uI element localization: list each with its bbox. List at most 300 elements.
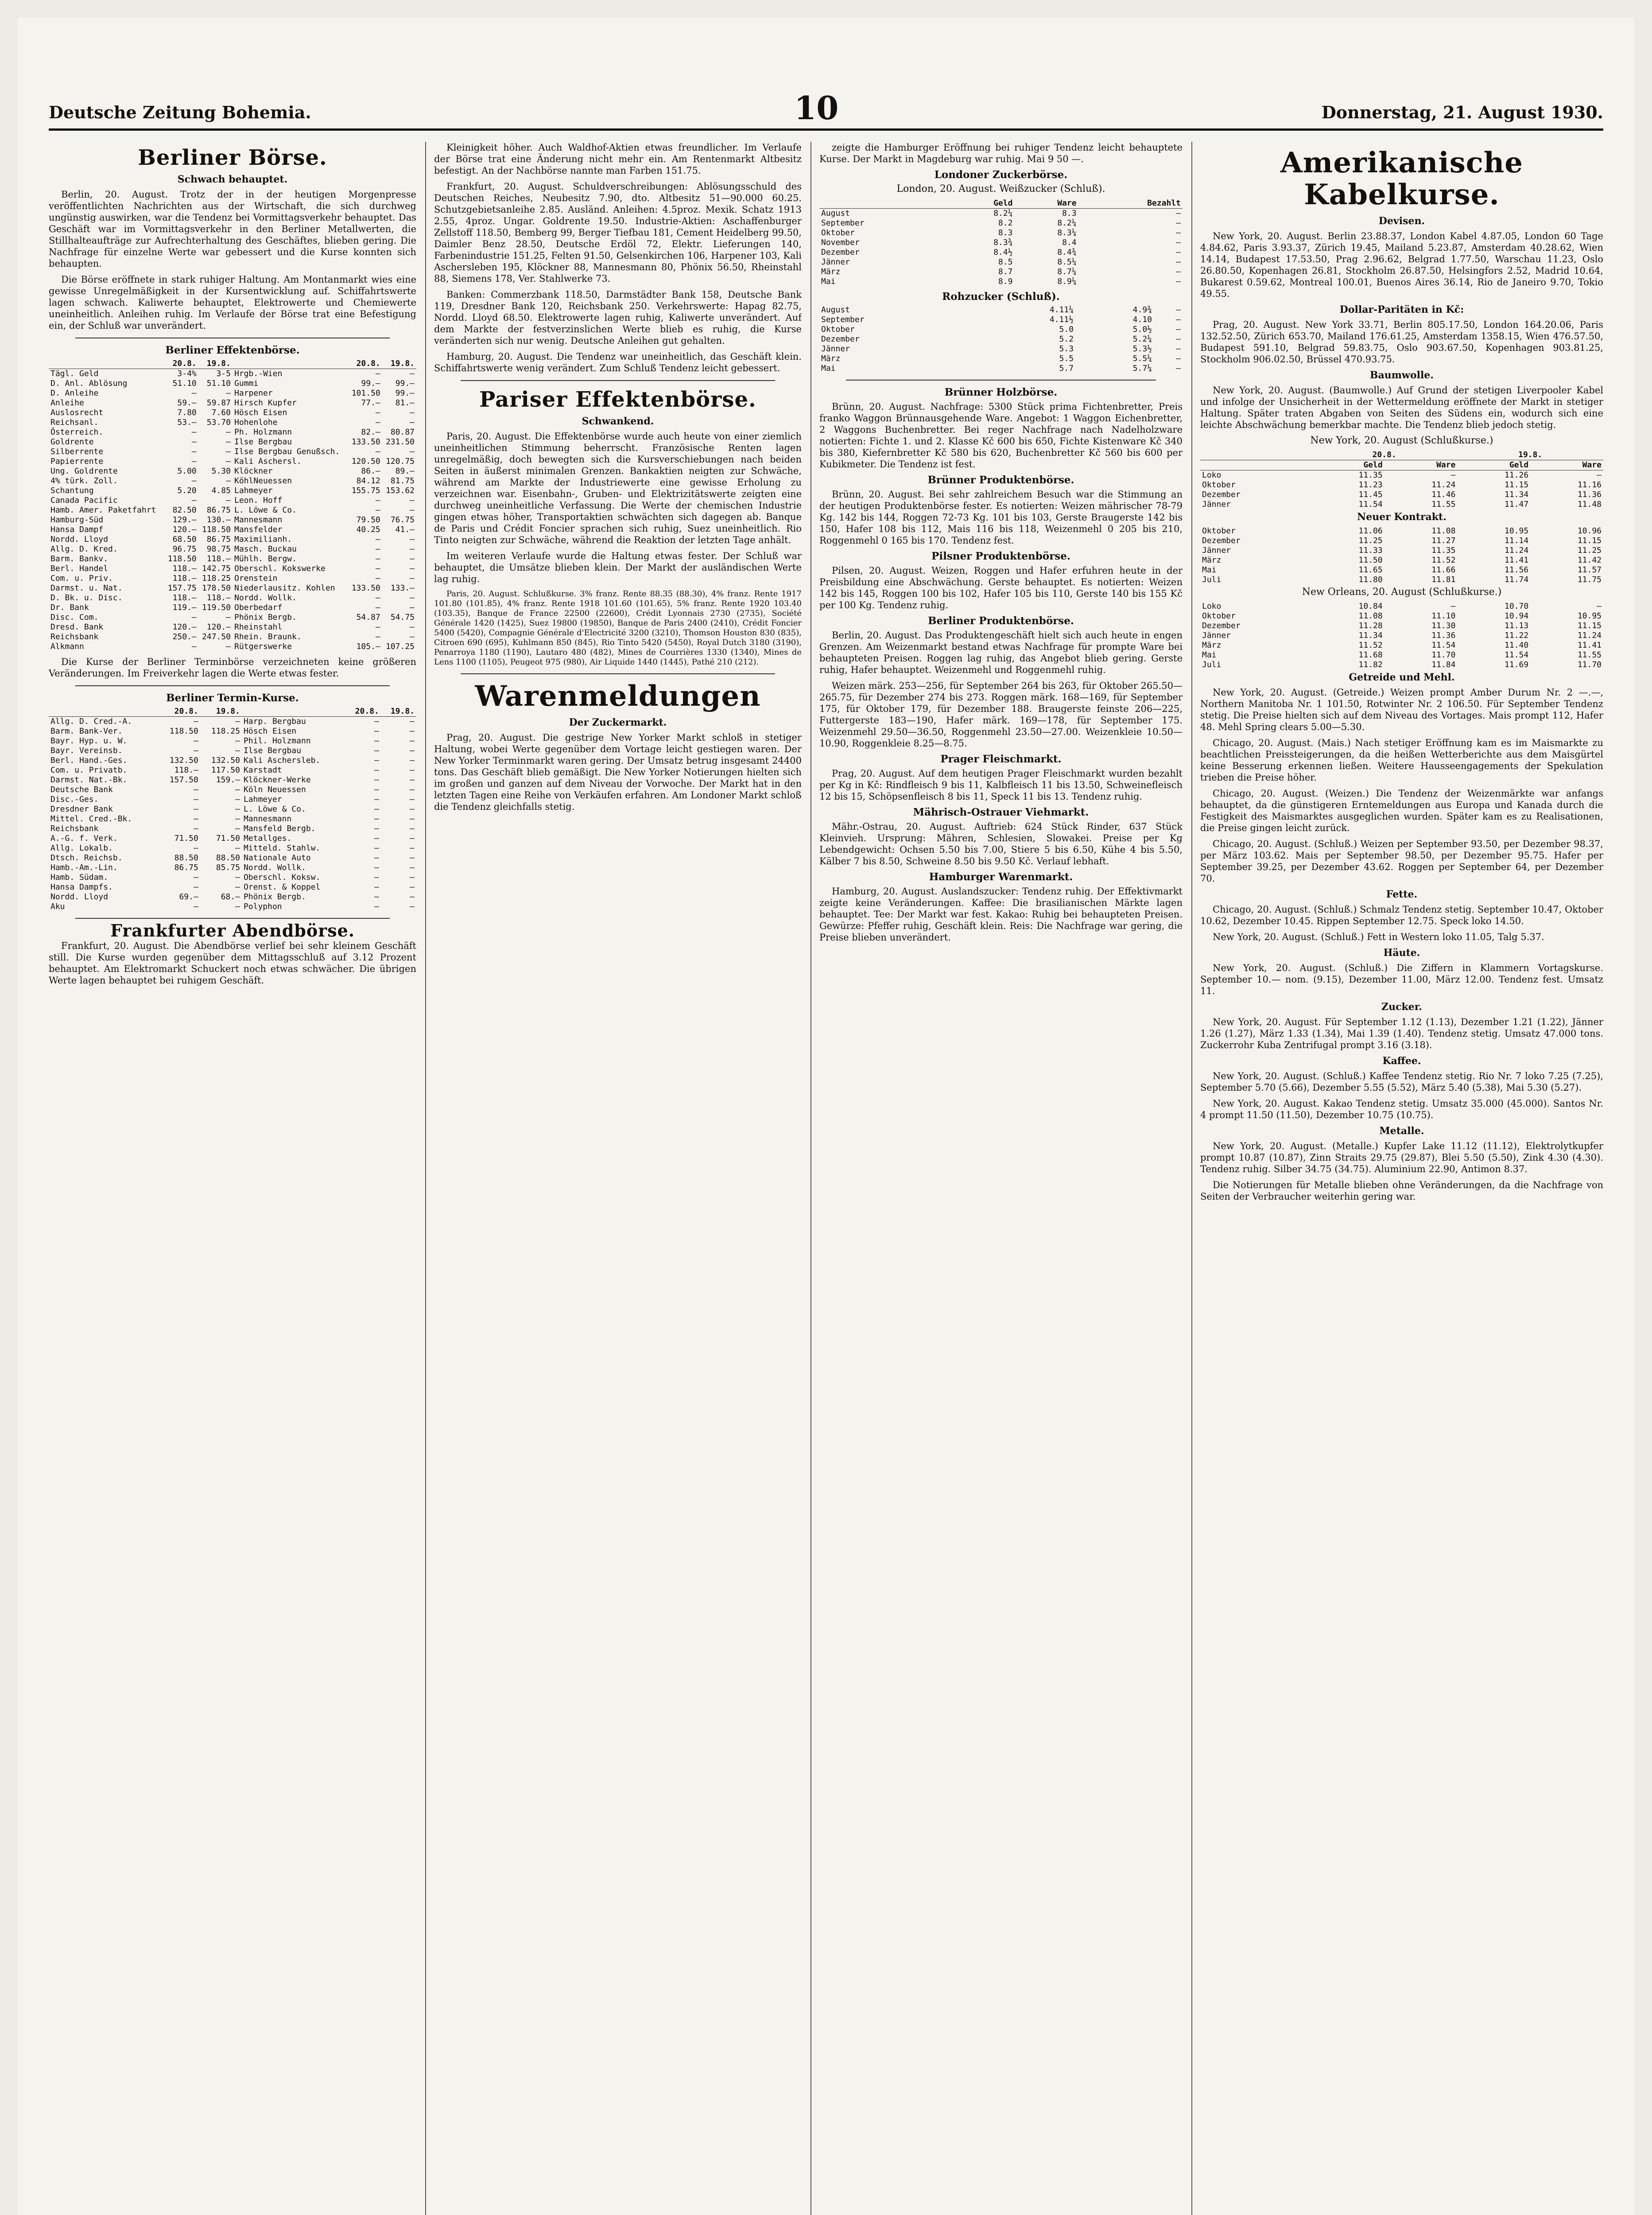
table-cell: Disc.-Ges. [50, 795, 99, 804]
table-cell: — [410, 535, 415, 544]
table-row [49, 632, 416, 642]
table-row [1200, 641, 1603, 650]
table-cell: 98.75 [206, 544, 231, 554]
table-cell: 5.20 [177, 486, 197, 495]
table-cell: — [193, 902, 198, 911]
rohzucker-title: Rohzucker (Schluß). [942, 291, 1060, 303]
table-cell: Harpener [234, 389, 273, 398]
table-cell: 11.45 [1358, 490, 1383, 499]
table-cell: Loko [1202, 602, 1222, 611]
table-cell: 120.50 [351, 457, 380, 466]
table-cell: 11.24 [1577, 631, 1602, 640]
table-cell: 5.7¼ [1132, 364, 1152, 373]
table-cell: 69.— [179, 892, 198, 902]
table-cell: Niederlausitz. Kohlen [234, 583, 335, 593]
article-paragraph: Berlin, 20. August. Das Produktengeschäft hielt sich auch heute in engen Grenzen. Am Weizenmarkt bestand etwas Nachfrage für prompte Ware bei behaupteten Preisen. Roggen lag ruhig, das Angebot blieb gering. Gerste ruhig, Hafer behauptet. Weizenmehl und Roggenmehl ruhig. [819, 630, 1183, 675]
table-cell: 99.— [395, 389, 415, 398]
table-cell: 7.80 [177, 408, 197, 417]
table-cell: Hösch Eisen [243, 727, 297, 736]
table-cell: 86.75 [206, 535, 231, 544]
table-cell: Mansfeld Bergb. [243, 824, 316, 833]
table-cell: 11.26 [1505, 470, 1529, 480]
table-cell: Jänner [821, 257, 850, 267]
divider [461, 673, 775, 674]
table-cell: 119.50 [202, 603, 231, 612]
table-cell: Oberschl. Kokswerke [234, 564, 326, 573]
table-cell: — [374, 843, 379, 853]
table-cell: 80.87 [390, 427, 415, 437]
table-cell: 11.34 [1505, 490, 1529, 499]
table-cell: — [235, 746, 240, 755]
table-cell: — [410, 902, 415, 911]
table-cell: Dezember [1202, 490, 1241, 499]
table-cell: 81.75 [390, 476, 415, 486]
table-cell: 86.75 [174, 863, 198, 872]
table-cell: Jänner [1202, 546, 1231, 555]
table-cell: 11.36 [1577, 490, 1602, 499]
table-row [49, 622, 416, 632]
table-row [49, 515, 416, 525]
table-cell: — [1176, 238, 1181, 247]
table-row [49, 785, 416, 795]
table-cell: Kali Aschersleb. [243, 756, 321, 765]
divider [846, 380, 1156, 381]
table-cell: 11.52 [1431, 556, 1456, 565]
article-paragraph: New York, 20. August. (Schluß.) Kaffee Tendenz stetig. Rio Nr. 7 loko 7.25 (7.25), September 5.70 (5.66), Dezember 5.55 (5.52), März 5.40 (5.38), Mai 5.30 (5.27). [1200, 1071, 1603, 1093]
table-row [49, 525, 416, 535]
zuckermarkt-subheading: Der Zuckermarkt. [569, 717, 667, 728]
article-paragraph: Berlin, 20. August. Trotz der in der heutigen Morgenpresse veröffentlichten Nachrichten aus der Wirtschaft, die sich durchweg ungünstig auswirken, war die Tendenz bei Vormittagsverkehr behauptet. Das Geschäft war im Vormittagsverkehr in den Berliner Metallwerten, die Stillhalteaufträge zur Aufrechterhaltung des Geschäftes, blieben gering. Die Nachfrage für einzelne Werte war gebessert und die Kurse konnten sich behaupten. [49, 189, 416, 269]
table-cell: — [235, 804, 240, 814]
table-cell: 11.57 [1577, 565, 1602, 575]
table-cell: 11.34 [1358, 631, 1383, 640]
table-cell: 120.— [172, 622, 197, 632]
table-cell: — [410, 892, 415, 902]
table-cell: Phönix Bergb. [243, 892, 306, 902]
termin-kurse-table [49, 707, 416, 912]
table-cell: 11.70 [1577, 660, 1602, 669]
table-row [49, 437, 416, 447]
table-cell: Köln Neuessen [243, 785, 306, 794]
table-cell: — [410, 785, 415, 794]
table-cell: — [193, 717, 198, 726]
table-cell: 11.84 [1431, 660, 1456, 669]
table-cell: — [1176, 228, 1181, 237]
table-row [49, 882, 416, 892]
table-row [49, 457, 416, 466]
table-row [1200, 602, 1603, 611]
table-row [49, 466, 416, 476]
table-cell: Barm. Bankv. [50, 554, 109, 563]
table-cell: — [410, 574, 415, 583]
table-cell: 142.75 [202, 564, 231, 573]
article-paragraph: Chicago, 20. August. (Mais.) Nach stetiger Eröffnung kam es im Maismarkte zu beachtlichen Preissteigerungen, da die heißen Wetterberichte aus dem Maisgürtel keine Besserung erkennen ließen. Weitere Hausseengagements der Spekulation trieben die Preise höher. [1200, 738, 1603, 783]
column-header: Bezahlt [1078, 198, 1183, 209]
table-cell: — [375, 564, 380, 573]
table-cell: 11.06 [1358, 526, 1383, 536]
table-cell: 11.15 [1577, 536, 1602, 545]
table-cell: — [374, 882, 379, 892]
article-paragraph: Prag, 20. August. Die gestrige New Yorker Markt schloß in stetiger Haltung, wobei Werte gegenüber dem Vortage leicht gestiegen waren. Der New Yorker Terminmarkt waren gering. Der Umsatz betrug insgesamt 24400 tons. Das Geschäft blieb gemäßigt. Die New Yorker Notierungen hielten sich im großen und ganzen auf dem Niveau der Vorwoche. Der Markt hat in den letzten Tagen eine Reihe von Verkäufen erfahren. Am Londoner Markt schloß die Tendenz gleichfalls stetig. [434, 732, 802, 812]
table-cell: März [1202, 556, 1222, 565]
table-cell: Hirsch Kupfer [234, 398, 297, 408]
table-cell: 53.— [177, 418, 197, 427]
table-cell: — [410, 834, 415, 843]
table-cell: — [374, 824, 379, 833]
table-cell: 8.5¼ [1057, 257, 1077, 267]
table-cell: Berl. Hand.-Ges. [50, 756, 128, 765]
table-cell: 11.82 [1358, 660, 1383, 669]
table-cell: — [191, 496, 197, 505]
table-cell: — [235, 785, 240, 794]
article-paragraph: Prag, 20. August. Auf dem heutigen Prager Fleischmarkt wurden bezahlt per Kg in Kč: Rindfleisch 9 bis 11, Kalbfleisch 11 bis 13.50, Schweinefleisch 12 bis 15, Schöpsenfleisch 8 bis 11, Speck 11 bis 13. Tendenz ruhig. [819, 768, 1183, 802]
table-cell: März [821, 354, 841, 363]
table-cell: Papierrente [50, 457, 104, 466]
table-cell: — [193, 795, 198, 804]
table-cell: 76.75 [390, 515, 415, 525]
table-cell: 8.2 [998, 218, 1013, 228]
table-cell: KöhlNeuessen [234, 476, 292, 486]
table-cell: Tägl. Geld [50, 369, 99, 378]
table-cell: 8.4½ [993, 248, 1013, 257]
table-cell: — [410, 554, 415, 563]
column-header: Ware [1014, 198, 1078, 209]
table-row [49, 603, 416, 613]
table-cell: Mai [821, 364, 836, 373]
table-cell: — [374, 795, 379, 804]
date-col: 19.8. [1457, 450, 1603, 460]
table-cell: 11.27 [1431, 536, 1456, 545]
table-cell: Nordd. Lloyd [50, 535, 109, 544]
table-cell: Mai [1202, 565, 1217, 575]
article-paragraph: zeigte die Hamburger Eröffnung bei ruhiger Tendenz leicht behauptete Kurse. Der Markt in Magdeburg war ruhig. Mai 9 50 —. [819, 142, 1183, 164]
table-cell: — [191, 457, 197, 466]
table-cell: Com. u. Priv. [50, 574, 113, 583]
table-cell: Allg. Lokalb. [50, 843, 113, 853]
column-rule [810, 142, 811, 2215]
table-row [49, 544, 416, 554]
table-cell: — [193, 873, 198, 882]
article-paragraph: Brünn, 20. August. Bei sehr zahlreichem Besuch war die Stimmung an der heutigen Produktenbörse fester. Es notierten: Weizen mährischer 78-79 Kg. 142 bis 144, Roggen 72-73 Kg. 101 bis 103, Gerste Braugerste 142 bis 150, Hafer 108 bis 112, Mais 116 bis 118, Weizenmehl 0 205 bis 210, Roggenmehl 0 165 bis 170. Tendenz fest. [819, 489, 1183, 546]
table-cell: Oktober [821, 325, 855, 334]
table-cell: 11.48 [1577, 500, 1602, 509]
table-cell: — [1597, 470, 1602, 480]
article-paragraph: Die Notierungen für Metalle blieben ohne Veränderungen, da die Nachfrage von Seiten der Verbraucher weiterhin gering war. [1200, 1180, 1603, 1202]
table-cell: 59.87 [206, 398, 231, 408]
table-cell: Dezember [821, 248, 860, 257]
issue-date: Donnerstag, 21. August 1930. [1321, 102, 1603, 122]
table-cell: 11.24 [1505, 546, 1529, 555]
table-cell: Darmst. Nat.-Bk. [50, 775, 128, 785]
table-row [49, 476, 416, 486]
table-cell: Mittel. Cred.-Bk. [50, 814, 132, 824]
table-row [49, 814, 416, 824]
article-paragraph: Hamburg, 20. August. Auslandszucker: Tendenz ruhig. Der Effektivmarkt zeigte keine Veränderungen. Kaffee: Die brasilianischen Märkte lagen behauptet. Tee: Der Markt war fest. Kakao: Ruhig bei behaupteten Preisen. Gewürze: Pfeffer ruhig, Geschäft klein. Reis: Die Nachfrage war gering, die Preise blieben unverändert. [819, 886, 1183, 943]
berliner-boerse-subheading: Schwach behauptet. [177, 174, 288, 185]
table-cell: 133.50 [351, 437, 380, 447]
table-cell: — [226, 427, 231, 437]
table-cell: — [1176, 315, 1181, 324]
baumwolle-subheading: Baumwolle. [1369, 369, 1434, 381]
article-paragraph: Pilsen, 20. August. Weizen, Roggen und Hafer erfuhren heute in der Preisbildung eine Abschwächung. Gerste behauptet. Es notierten: Weizen 142 bis 145, Roggen 100 bis 102, Hafer 105 bis 110, Gerste 140 bis 155 Kč per 100 Kg. Tendenz ruhig. [819, 565, 1183, 610]
date-col: 20.8. [1311, 450, 1458, 460]
table-cell: Hamb. Amer. Paketfahrt [50, 505, 156, 515]
table-cell: 4.85 [211, 486, 231, 495]
table-cell: 71.50 [216, 834, 240, 843]
table-cell: Lahmeyer [243, 795, 282, 804]
pariser-subheading: Schwankend. [582, 416, 654, 427]
hamburger-warenmarkt-heading: Hamburger Warenmarkt. [929, 871, 1073, 883]
zucker-subheading: Zucker. [1381, 1001, 1422, 1013]
table-cell: — [374, 766, 379, 775]
table-cell: 5.2¼ [1132, 334, 1152, 344]
table-cell: 4.11¼ [1049, 305, 1074, 315]
table-cell: — [410, 795, 415, 804]
article-paragraph: Chicago, 20. August. (Schluß.) Schmalz Tendenz stetig. September 10.47, Oktober 10.62, Dezember 10.45. Rippen September 12.75. Speck loko 14.50. [1200, 904, 1603, 926]
table-cell: — [1176, 209, 1181, 218]
table-cell: 118.25 [211, 727, 240, 736]
column-4 [1200, 142, 1603, 2215]
table-cell: 10.84 [1358, 602, 1383, 611]
article-paragraph: Banken: Commerzbank 118.50, Darmstädter Bank 158, Deutsche Bank 119, Dresdner Bank 120, Reichsbank 250. Verkehrswerte: Hapag 82.75, Nordd. Lloyd 68.50. Elektrowerte lagen ruhig, Kaliwerte unverändert. Auf dem Markte der festverzinslichen Werte blieb es ruhig, die Kurse veränderten sich nur wenig. Deutsche Anleihen gut gehalten. [434, 289, 802, 346]
table-cell: 118.— [174, 766, 198, 775]
table-row [49, 418, 416, 427]
table-cell: Orenstein [234, 574, 278, 583]
table-row [819, 209, 1183, 219]
pariser-effektenboerse-heading: Pariser Effektenbörse. [479, 387, 756, 412]
table-row [49, 804, 416, 814]
table-cell: — [226, 389, 231, 398]
table-row [819, 305, 1183, 315]
table-cell: D. Bk. u. Disc. [50, 593, 123, 602]
table-cell: — [193, 814, 198, 824]
table-cell: — [235, 902, 240, 911]
table-cell: 8.9 [998, 277, 1013, 286]
table-cell: Ilse Bergbau [243, 746, 301, 755]
table-cell: D. Anleihe [50, 389, 99, 398]
table-cell: Loko [1202, 470, 1222, 480]
table-cell: Dezember [1202, 621, 1241, 630]
table-row [49, 756, 416, 766]
table-cell: — [191, 437, 197, 447]
table-row [1200, 536, 1603, 546]
table-row [1200, 650, 1603, 660]
table-cell: Com. u. Privatb. [50, 766, 128, 775]
table-cell: 85.75 [216, 863, 240, 872]
column-header [242, 707, 345, 717]
table-cell: — [410, 447, 415, 456]
table-cell: — [410, 496, 415, 505]
table-cell: 8.3¾ [993, 238, 1013, 247]
table-cell: 101.50 [351, 389, 380, 398]
article-paragraph: Paris, 20. August. Die Effektenbörse wurde auch heute von einer ziemlich uneinheitlichen Stimmung beherrscht. Französische Renten lagen unregelmäßig, doch bewegten sich die Kursverschiebungen nach beiden Seiten in äußerst minimalen Grenzen. Bankaktien neigten zur Schwäche, während am Markte der Industriewerte eine gewisse Erholung zu verzeichnen war. Eisenbahn-, Gruben- und Elektrizitätswerte zeigten eine durchweg uneinheitliche Verfassung. Die Werte der chemischen Industrie gingen etwas höher, Transportaktien schwächten sich dagegen ab. Banque de Paris und Crédit Foncier sprachen sich ruhig, Suez uneinheitlich. Rio Tinto neigten zur Schwäche, während die Reaktion der letzten Tage anhält. [434, 431, 802, 545]
table-cell: 99.— [361, 379, 380, 388]
berliner-boerse-heading: Berliner Börse. [138, 145, 327, 170]
table-cell: — [410, 564, 415, 573]
table-cell: Auslosrecht [50, 408, 104, 417]
table-cell: Polyphon [243, 902, 282, 911]
table-cell: Lahmeyer [234, 486, 273, 495]
table-row [49, 505, 416, 515]
article-paragraph: Im weiteren Verlaufe wurde die Haltung etwas fester. Der Schluß war behauptet, die Umsätze blieben klein. Der Markt der ausländischen Werte lag ruhig. [434, 551, 802, 584]
table-cell: 8.3 [1062, 209, 1077, 218]
table-cell: 10.96 [1577, 526, 1602, 536]
table-cell: D. Anl. Ablösung [50, 379, 128, 388]
column-3 [819, 142, 1183, 2215]
table-cell: Nordd. Lloyd [50, 892, 109, 902]
table-row [819, 228, 1183, 238]
table-cell: 118.— [172, 593, 197, 602]
table-cell: 157.75 [167, 583, 197, 593]
table-cell: Gummi [234, 379, 259, 388]
table-cell: Hamb.-Am.-Lin. [50, 863, 118, 872]
table-cell: 5.2 [1059, 334, 1074, 344]
kaffee-subheading: Kaffee. [1382, 1055, 1421, 1067]
table-cell: Dr. Bank [50, 603, 89, 612]
table-cell: — [375, 496, 380, 505]
table-cell: — [375, 447, 380, 456]
table-cell: 11.75 [1577, 575, 1602, 584]
table-cell: 11.41 [1505, 556, 1529, 565]
table-cell: 11.54 [1505, 650, 1529, 660]
table-row [819, 267, 1183, 277]
table-cell: — [410, 804, 415, 814]
table-cell: — [1176, 325, 1181, 334]
table-row [49, 389, 416, 398]
divider [461, 380, 775, 381]
table-cell: 11.81 [1431, 575, 1456, 584]
table-row [1200, 631, 1603, 641]
column-header: Ware [1530, 460, 1603, 470]
table-cell: 120.— [206, 622, 231, 632]
table-cell: 4.11½ [1049, 315, 1074, 324]
table-cell: — [1597, 602, 1602, 611]
table-cell: — [235, 717, 240, 726]
table-row [49, 583, 416, 593]
table-row [49, 892, 416, 902]
table-row [819, 325, 1183, 334]
column-header: 20.8. [348, 359, 382, 369]
table-cell: 81.— [395, 398, 415, 408]
table-cell: — [1176, 354, 1181, 363]
article-paragraph: New York, 20. August. (Baumwolle.) Auf Grund der stetigen Liverpooler Kabel und infolge der Unsicherheit in der Wettermeldung eröffnete der Markt in stetiger Haltung. Später traten Abgaben von Seiten des Südens ein, wodurch sich eine leichte Abschwächung bemerkbar machte. Die Tendenz blieb jedoch stetig. [1200, 385, 1603, 430]
table-cell: Bayr. Vereinsb. [50, 746, 123, 755]
table-cell: Allg. D. Kred. [50, 544, 118, 554]
table-row [819, 354, 1183, 364]
table-row [819, 277, 1183, 287]
table-cell: Aku [50, 902, 65, 911]
column-header: 20.8. [159, 707, 200, 717]
column-header [49, 707, 159, 717]
table-cell: 132.50 [211, 756, 240, 765]
table-cell: Masch. Buckau [234, 544, 297, 554]
table-cell: Dresd. Bank [50, 622, 104, 632]
table-cell: 11.54 [1358, 500, 1383, 509]
table-cell: Bayr. Hyp. u. W. [50, 736, 128, 746]
table-cell: 5.5¼ [1132, 354, 1152, 363]
table-cell: Klöckner-Werke [243, 775, 311, 785]
table-row [1200, 470, 1603, 481]
table-row [819, 238, 1183, 248]
table-row [49, 853, 416, 863]
table-cell: — [235, 873, 240, 882]
table-cell: Leon. Hoff [234, 496, 283, 505]
table-cell: — [375, 593, 380, 602]
table-cell: — [1176, 334, 1181, 344]
table-cell: — [410, 418, 415, 427]
table-row [49, 746, 416, 756]
table-row [1200, 611, 1603, 621]
table-row [1200, 480, 1603, 490]
table-cell: — [374, 756, 379, 765]
article-paragraph: Mähr.-Ostrau, 20. August. Auftrieb: 624 Stück Rinder, 637 Stück Kleinvieh. Ursprung: Mähren, Schlesien, Slowakei. Preise per Kg Lebendgewicht: Ochsen 5.50 bis 7.00, Stiere 5 bis 6.50, Kühe 4 bis 5.50, Kälber 7 bis 8.50, Schweine 8.50 bis 9.50 Kč. Verlauf lebhaft. [819, 821, 1183, 867]
table-row [49, 775, 416, 785]
table-cell: Kali Aschersl. [234, 457, 302, 466]
table-cell: — [235, 843, 240, 853]
table-cell: 11.16 [1577, 480, 1602, 490]
table-row [49, 535, 416, 544]
table-cell: 11.54 [1431, 641, 1456, 650]
table-cell: — [410, 408, 415, 417]
table-cell: 11.55 [1431, 500, 1456, 509]
table-cell: 11.08 [1358, 611, 1383, 621]
table-cell: 10.94 [1505, 611, 1529, 621]
table-cell: Orenst. & Koppel [243, 882, 321, 892]
orleans-caption: New Orleans, 20. August (Schlußkurse.) [1302, 587, 1502, 598]
table-cell: — [374, 746, 379, 755]
article-paragraph: Prag, 20. August. New York 33.71, Berlin 805.17.50, London 164.20.06, Paris 132.52.50, Zürich 653.70, Mailand 176.61.25, Amsterdam 1358.15, Wien 476.57.50, Budapest 591.10, Belgrad 59.83.75, Oslo 903.67.50, Kopenhagen 903.81.25, Stockholm 906.02.50, Brüssel 470.93.75. [1200, 319, 1603, 365]
table-cell: — [410, 824, 415, 833]
table-cell: Allg. D. Cred.-A. [50, 717, 132, 726]
table-cell: 11.68 [1358, 650, 1383, 660]
table-cell: — [193, 785, 198, 794]
table-cell: — [410, 622, 415, 632]
table-cell: Oktober [1202, 611, 1236, 621]
table-cell: — [1450, 470, 1456, 480]
table-cell: — [235, 736, 240, 746]
table-cell: 159.— [216, 775, 240, 785]
column-header: Geld [1457, 460, 1530, 470]
table-row [49, 447, 416, 457]
table-cell: 11.14 [1505, 536, 1529, 545]
table-cell: — [410, 746, 415, 755]
article-paragraph: New York, 20. August. (Schluß.) Die Ziffern in Klammern Vortagskurse. September 10.— nom. (9.15), Dezember 11.00, März 12.00. Tendenz fest. Umsatz 11. [1200, 963, 1603, 996]
table-cell: — [375, 535, 380, 544]
table-cell: 11.33 [1358, 546, 1383, 555]
article-paragraph: Frankfurt, 20. August. Die Abendbörse verlief bei sehr kleinem Geschäft still. Die Kurse wurden gegenüber dem Mittagsschluß auf 3.12 Prozent behauptet. Am Elektromarkt Schuckert noch etwas schwächer. Die übrigen Werte lagen behauptet bei ruhigem Geschäft. [49, 940, 416, 986]
table-cell: — [191, 389, 197, 398]
table-cell: 11.22 [1505, 631, 1529, 640]
table-cell: — [410, 882, 415, 892]
table-cell: Disc. Com. [50, 613, 99, 622]
table-cell: März [1202, 641, 1222, 650]
effektenboerse-table-title: Berliner Effektenbörse. [165, 344, 300, 356]
table-cell: L. Löwe & Co. [243, 804, 306, 814]
table-cell: — [374, 717, 379, 726]
table-cell: 8.9¼ [1057, 277, 1077, 286]
table-cell: 77.— [361, 398, 380, 408]
table-row [49, 824, 416, 834]
table-cell: 10.70 [1505, 602, 1529, 611]
table-row [49, 398, 416, 408]
kabelkurse-heading: Amerikanische Kabelkurse. [1280, 146, 1524, 211]
table-cell: 11.80 [1358, 575, 1383, 584]
table-cell: 53.70 [206, 418, 231, 427]
table-cell: 11.36 [1431, 631, 1456, 640]
table-cell: Reichsbank [50, 632, 99, 641]
column-rule [425, 142, 426, 2215]
table-cell: Karstadt [243, 766, 282, 775]
